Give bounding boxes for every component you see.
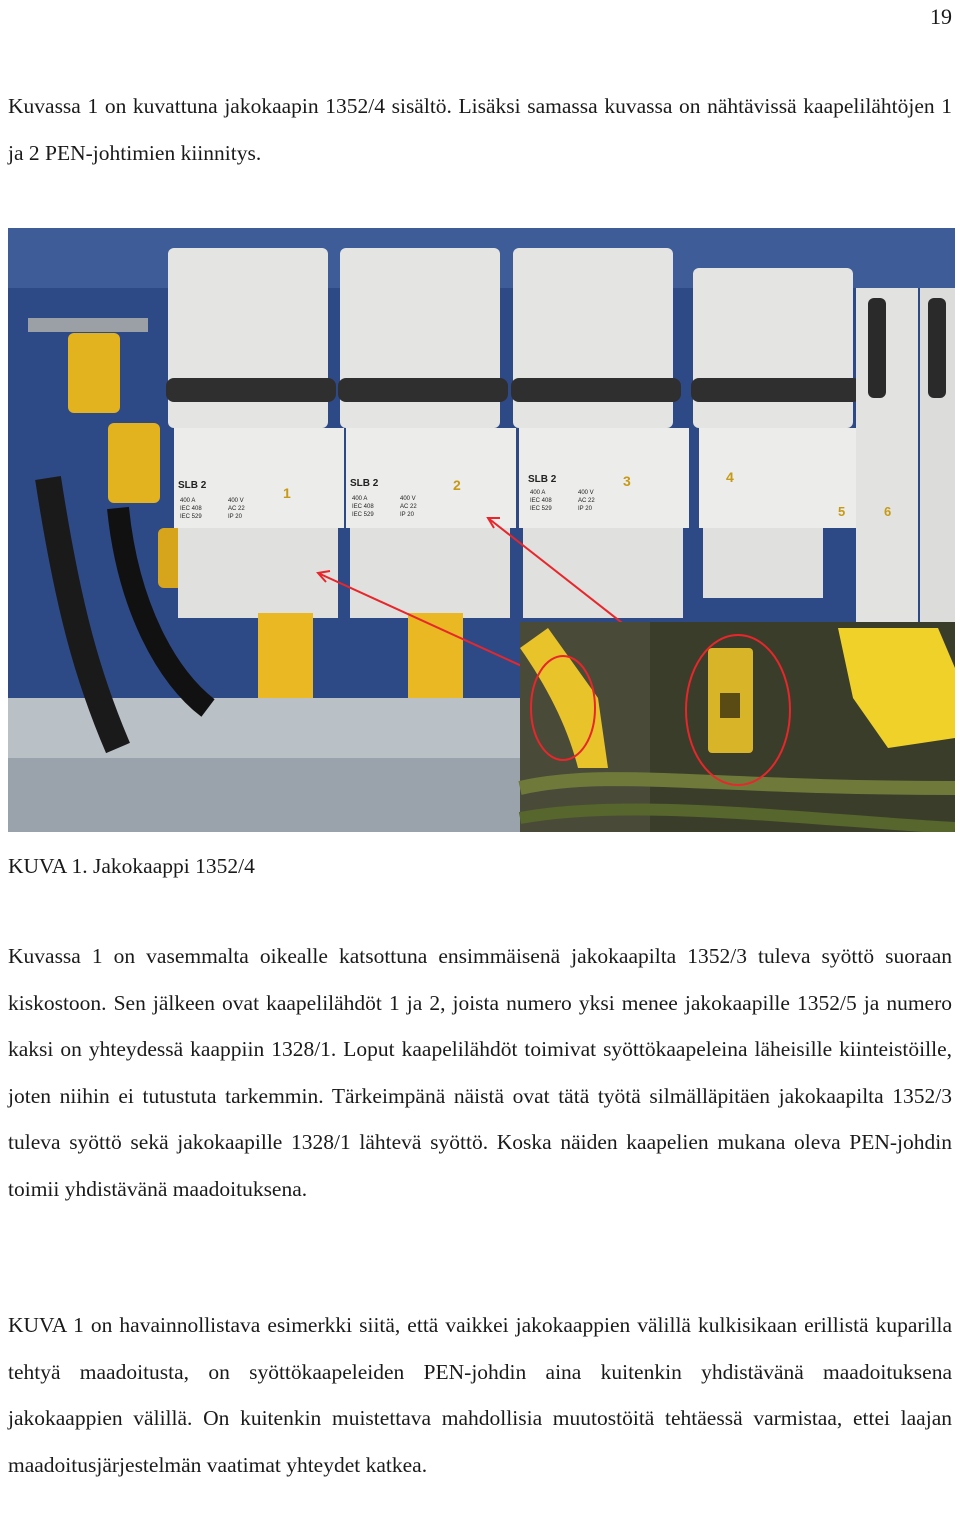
inset-photo [520,622,955,832]
page-number: 19 [930,4,952,29]
left-connector-1 [68,333,120,413]
paragraph-3: KUVA 1 on havainnollistava esimerkki siitä, että vaikkei jakokaappien välillä kulkisikaan erillistä kuparilla tehtyä maadoitusta, on syöttökaapeleiden PEN-johdin aina kuitenkin yhdistävänä maadoituksena jakokaappien välillä. On kuitenkin muistettava mahdollisia muutostöitä tehtäessä varmistaa, ettei laajan maadoitusjärjestelmän vaatimat yhteydet katkea. [8,1313,952,1477]
svg-text:AC 22: AC 22 [228,506,245,512]
left-connector-2 [108,423,160,503]
fuse-1-brand: SLB 2 [178,480,207,491]
svg-text:400 A: 400 A [180,498,196,504]
small-number-5: 5 [838,504,846,519]
intro-paragraph: Kuvassa 1 on kuvattuna jakokaapin 1352/4 sisältö. Lisäksi samassa kuvassa on nähtävissä kaapelilähtöjen 1 ja 2 PEN-johtimien kiinnitys. [8,94,952,165]
svg-text:400 V: 400 V [228,498,244,504]
figure-caption: KUVA 1. Jakokaappi 1352/4 [8,854,255,878]
svg-text:IEC 408: IEC 408 [352,504,374,510]
small-number-6: 6 [884,504,892,519]
svg-text:IP 20: IP 20 [400,512,414,518]
svg-text:AC 22: AC 22 [578,498,595,504]
paragraph-2: Kuvassa 1 on vasemmalta oikealle katsottuna ensimmäisenä jakokaapilta 1352/3 tuleva syöttö suoraan kiskostoon. Sen jälkeen ovat kaapelilähdöt 1 ja 2, joista numero yksi menee jakokaapille 1352/5 ja numero kaksi on yhteydessä kaappiin 1328/1. Loput kaapelilähdöt toimivat syöttökaapeleina läheisille kiinteistöille, joten niihin ei tutustuta tarkemmin. Tärkeimpänä näistä ovat tätä työtä silmälläpitäen jakokaapilta 1352/3 tuleva syöttö sekä jakokaapille 1328/1 lähtevä syöttö. Koska näiden kaapelien mukana oleva PEN-johdin toimii yhdistävänä maadoituksena. [8,944,952,1201]
svg-text:400 V: 400 V [578,490,594,496]
fuse-3-brand: SLB 2 [528,474,557,485]
fuse-4-number: 4 [726,469,734,485]
svg-text:IEC 529: IEC 529 [180,514,202,520]
svg-text:IEC 529: IEC 529 [530,506,552,512]
svg-text:400 A: 400 A [352,496,368,502]
svg-text:400 A: 400 A [530,490,546,496]
svg-text:IP 20: IP 20 [228,514,242,520]
fuse-3-number: 3 [623,473,631,489]
fuse-2-brand: SLB 2 [350,478,379,489]
svg-text:IEC 529: IEC 529 [352,512,374,518]
svg-text:AC 22: AC 22 [400,504,417,510]
figure-photo [8,228,955,832]
fuse-2-number: 2 [453,477,461,493]
svg-text:IEC 408: IEC 408 [180,506,202,512]
svg-text:IEC 408: IEC 408 [530,498,552,504]
svg-text:IP 20: IP 20 [578,506,592,512]
small-fuse-units [856,288,955,628]
fuse-1-number: 1 [283,485,291,501]
fuse-unit-3 [511,248,689,618]
svg-text:400 V: 400 V [400,496,416,502]
